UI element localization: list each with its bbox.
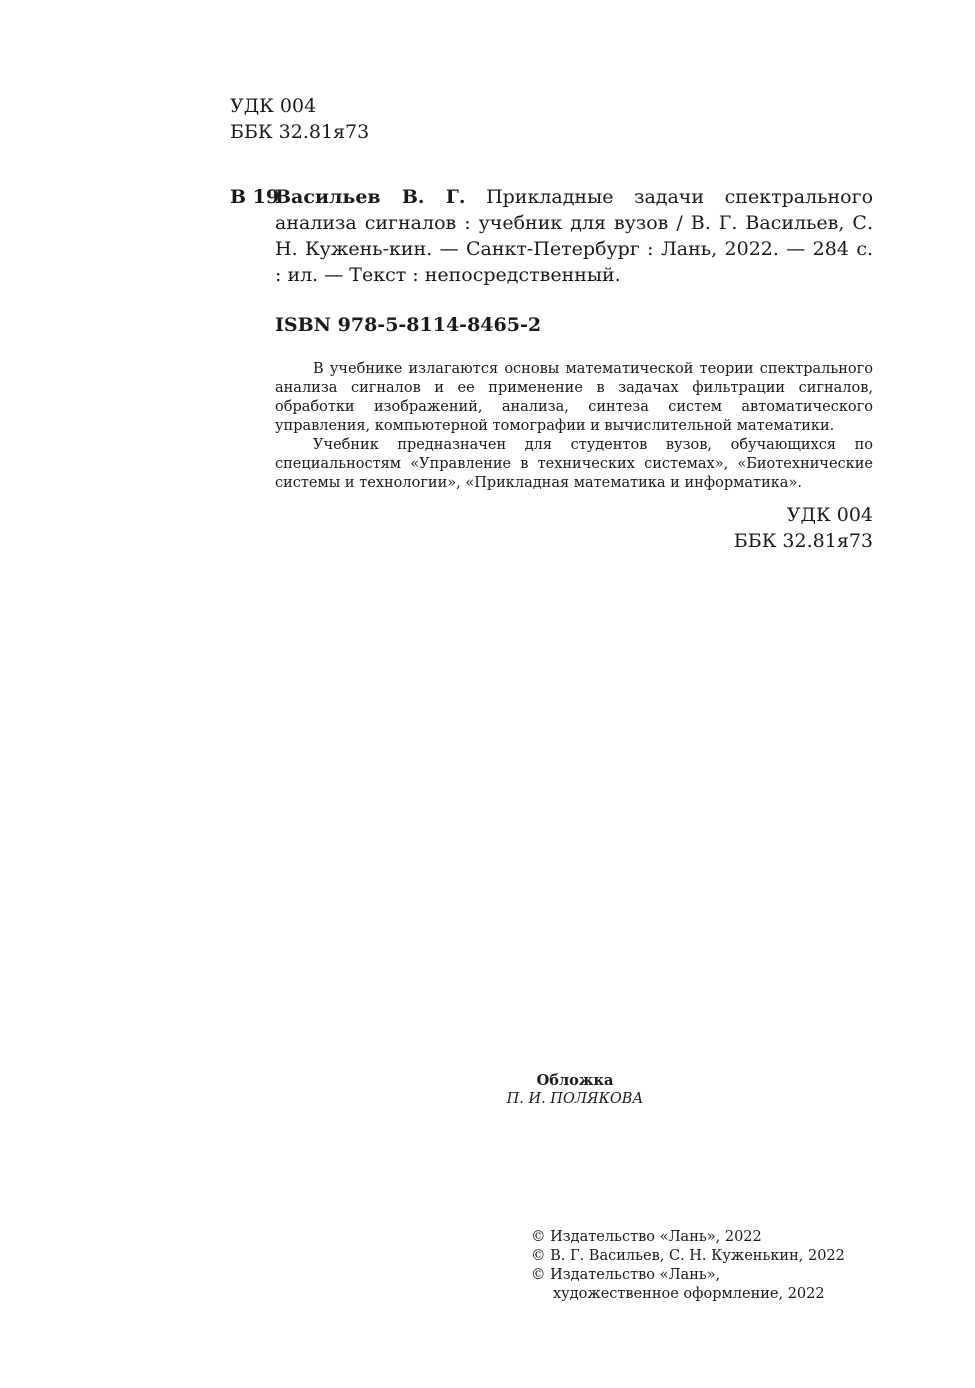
bibliographic-author: Васильев В. Г. <box>275 186 466 208</box>
annotation-paragraph: В учебнике излагаются основы математической теории спектрального анализа сигналов и ее применение в задачах фильтрации сигналов, обработки изображений, анализа, синтеза систем автоматического управления, компьютерной томографии и вычислительной математики. <box>275 361 873 434</box>
author-mark: В 19 <box>230 186 280 208</box>
copyright-block <box>531 1228 845 1304</box>
classification-block-bottom <box>600 502 873 554</box>
udk-code: УДК 004 <box>230 95 317 117</box>
bbk-code: ББК 32.81я73 <box>230 121 370 143</box>
copyright-line: © В. Г. Васильев, С. Н. Куженькин, 2022 <box>531 1248 845 1264</box>
isbn: ISBN 978-5-8114-8465-2 <box>275 314 542 336</box>
bibliographic-text: Прикладные задачи спектрального анализа сигналов : учебник для вузов / В. Г. Васильев, С. Н. Кужень-кин. — Санкт-Петербург : Лань, 2022. — 284 с. : ил. — Текст : непосредственный. <box>275 186 874 286</box>
cover-credit-label: Обложка <box>536 1072 614 1089</box>
annotation-paragraph: Учебник предназначен для студентов вузов, обучающихся по специальностям «Управление в технических системах», «Биотехнические системы и технологии», «Прикладная математика и информатика». <box>275 437 873 491</box>
bbk-code: ББК 32.81я73 <box>733 530 873 552</box>
udk-code: УДК 004 <box>786 504 873 526</box>
cover-credit <box>470 1071 680 1109</box>
classification-block-top <box>230 93 369 145</box>
copyright-line: © Издательство «Лань», 2022 <box>531 1229 762 1245</box>
copyright-line: © Издательство «Лань», <box>531 1267 721 1283</box>
bibliographic-record <box>275 184 873 288</box>
copyright-line: художественное оформление, 2022 <box>553 1286 825 1302</box>
annotation <box>275 360 873 493</box>
cover-credit-name: П. И. ПОЛЯКОВА <box>506 1091 644 1107</box>
